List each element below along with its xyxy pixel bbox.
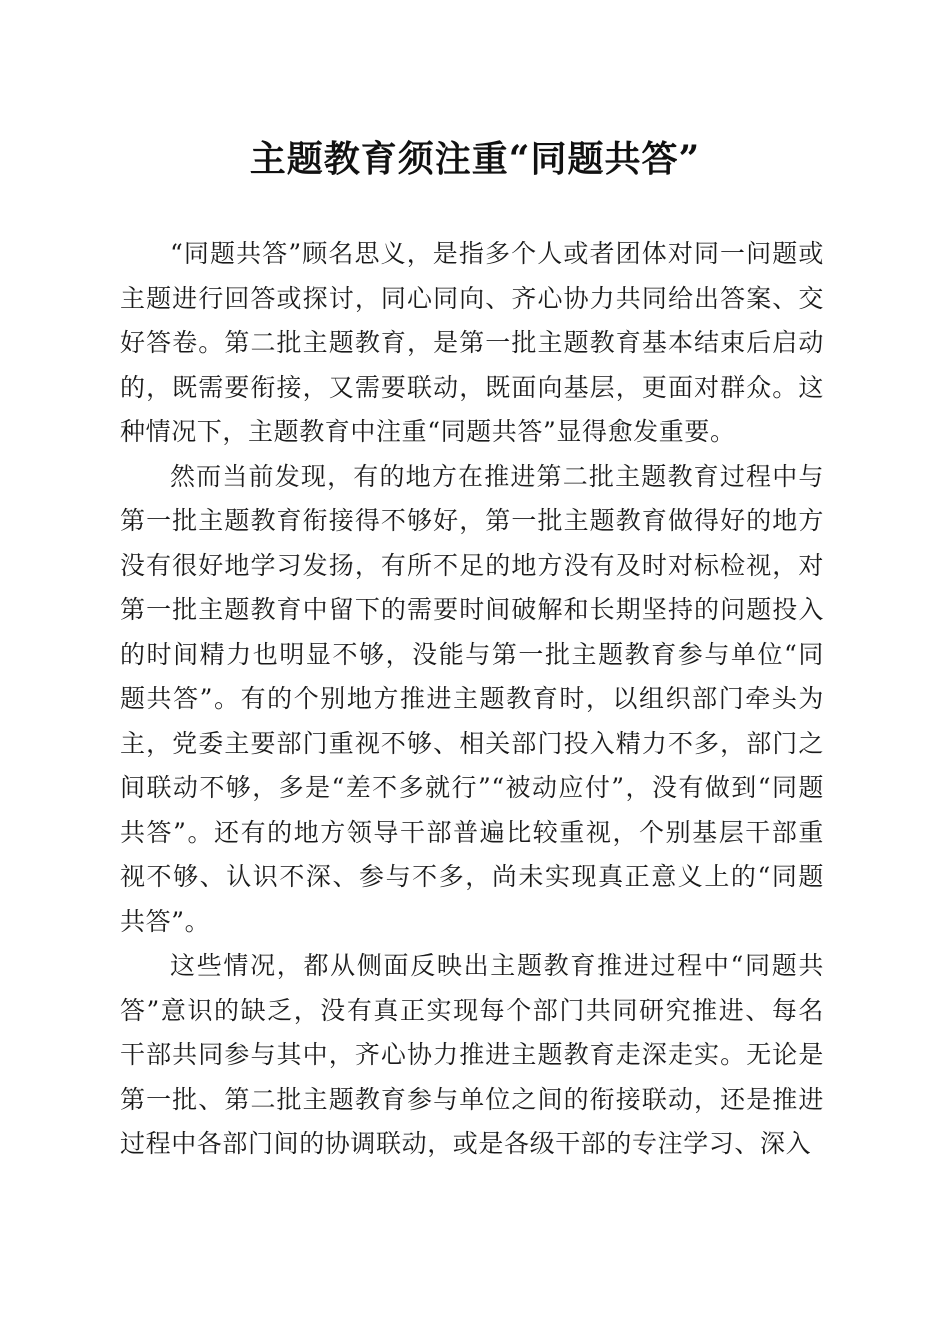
paragraph-3: 这些情况，都从侧面反映出主题教育推进过程中“同题共答”意识的缺乏，没有真正实现每个部门共同研究推进、每名干部共同参与其中，齐心协力推进主题教育走深走实。无论是第一批、第二批主题教育参与单位之间的衔接联动，还是推进过程中各部门间的协调联动，或是各级干部的专注学习、深入 bbox=[120, 951, 824, 1158]
paragraph-1: “同题共答”顾名思义，是指多个人或者团体对同一问题或主题进行回答或探讨，同心同向、齐心协力共同给出答案、交好答卷。第二批主题教育，是第一批主题教育基本结束后启动的，既需要衔接，又需要联动，既面向基层，更面对群众。这种情况下，主题教育中注重“同题共答”显得愈发重要。 bbox=[120, 239, 824, 446]
document-body bbox=[120, 232, 824, 1167]
document-title: 主题教育须注重“同题共答” bbox=[249, 138, 701, 180]
paragraph-2: 然而当前发现，有的地方在推进第二批主题教育过程中与第一批主题教育衔接得不够好，第一批主题教育做得好的地方没有很好地学习发扬，有所不足的地方没有及时对标检视，对第一批主题教育中留下的需要时间破解和长期坚持的问题投入的时间精力也明显不够，没能与第一批主题教育参与单位“同题共答”。有的个别地方推进主题教育时，以组织部门牵头为主，党委主要部门重视不够、相关部门投入精力不多，部门之间联动不够，多是“差不多就行”“被动应付”，没有做到“同题共答”。还有的地方领导干部普遍比较重视，个别基层干部重视不够、认识不深、参与不多，尚未实现真正意义上的“同题共答”。 bbox=[120, 461, 824, 936]
